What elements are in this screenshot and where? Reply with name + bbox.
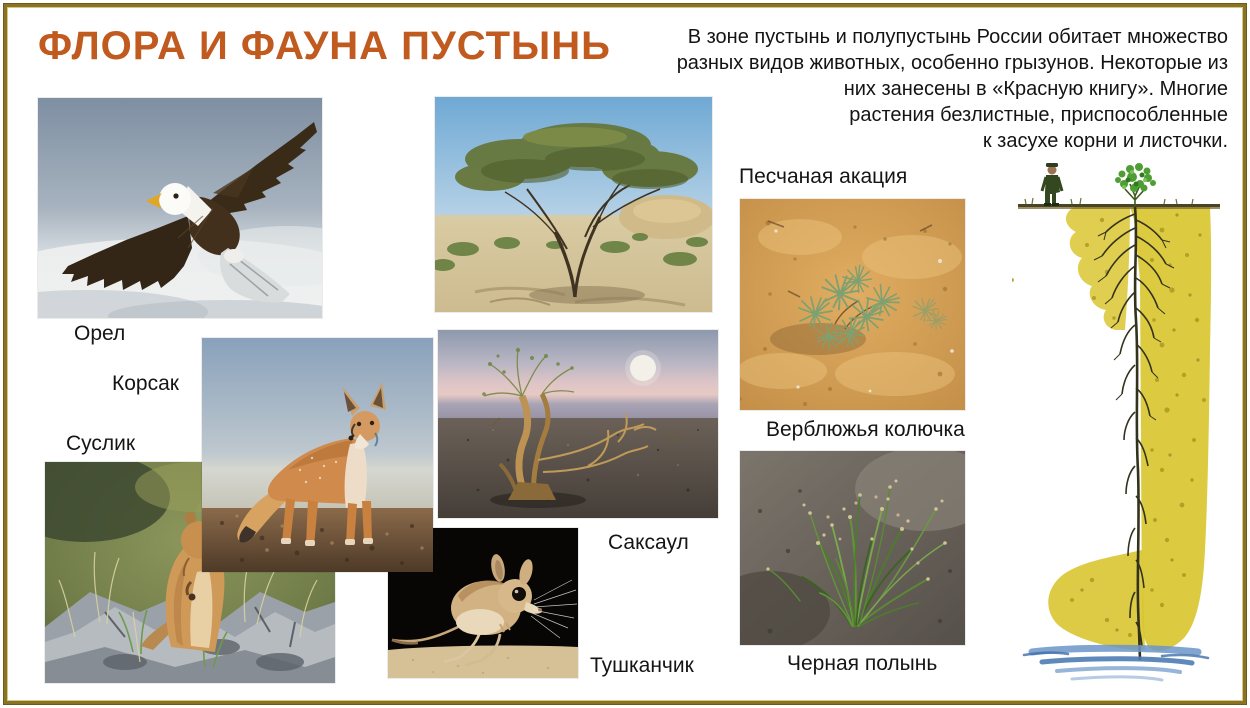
root-system-image — [1012, 160, 1230, 688]
corsac-fox-photo — [202, 338, 433, 572]
label-eagle: Орел — [74, 322, 126, 345]
intro-line: растения безлистные, приспособленные — [849, 104, 1228, 126]
camel-thorn-root-illustration — [1012, 160, 1230, 688]
label-jerboa: Тушканчик — [590, 654, 694, 677]
page-title: ФЛОРА И ФАУНА ПУСТЫНЬ — [38, 24, 611, 68]
eagle-image — [38, 98, 322, 318]
sand-acacia-photo — [740, 199, 965, 410]
sand-acacia-image — [740, 199, 965, 410]
intro-line: В зоне пустынь и полупустынь России обитает множество — [687, 26, 1228, 48]
label-camel-thorn: Верблюжья колючка — [766, 418, 965, 441]
label-corsac: Корсак — [112, 372, 179, 395]
black-wormwood-photo — [740, 451, 965, 645]
saxaul-image — [438, 330, 718, 518]
acacia-tree-photo — [435, 97, 712, 312]
intro-paragraph — [626, 24, 1228, 154]
eagle-photo — [38, 98, 322, 318]
intro-line: разных видов животных, особенно грызунов. Некоторые из — [676, 52, 1228, 74]
label-black-wormwood: Черная полынь — [787, 652, 938, 675]
intro-line: них занесены в «Красную книгу». Многие — [843, 78, 1228, 100]
acacia-tree-image — [435, 97, 712, 312]
label-saxaul: Саксаул — [608, 531, 689, 554]
label-sand-acacia: Песчаная акация — [739, 165, 908, 188]
black-wormwood-image — [740, 451, 965, 645]
label-gopher: Суслик — [66, 432, 136, 455]
saxaul-photo — [438, 330, 718, 518]
corsac-fox-image — [202, 338, 433, 572]
intro-line: к засухе корни и листочки. — [982, 130, 1228, 152]
